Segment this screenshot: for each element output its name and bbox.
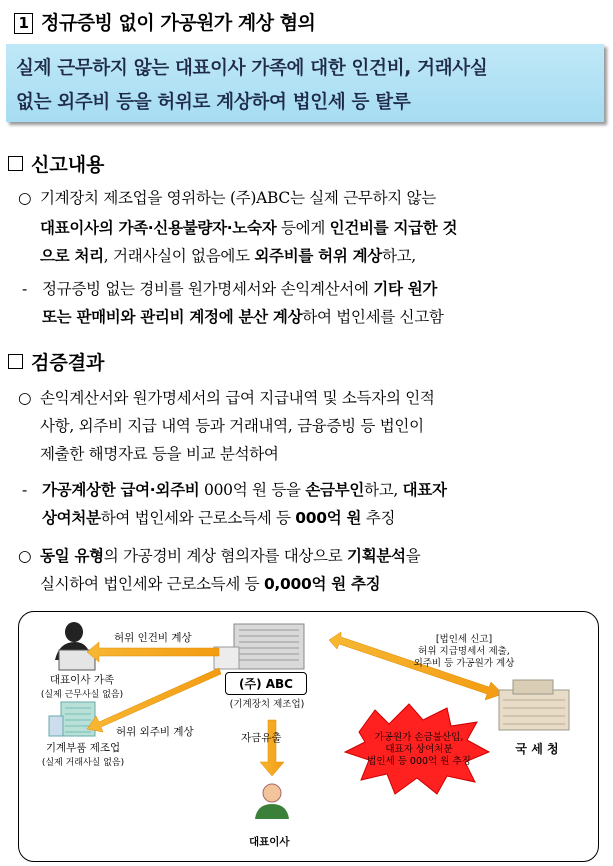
- summary-banner: [6, 44, 604, 122]
- circle-bullet-icon: ○: [18, 389, 32, 407]
- outflow-label: 자금유출: [241, 732, 282, 744]
- nts-label: 국 세 청: [515, 742, 559, 756]
- arrow-labor: [87, 642, 219, 662]
- report-label: [법인세 신고] 허위 지급명세서 제출, 외주비 등 가공원가 계상: [413, 634, 515, 669]
- report-para1-line1: ○ 기계장치 제조업을 영위하는 (주)ABC는 실제 근무하지 않는: [0, 186, 436, 208]
- banner-line-2: 없는 외주비 등을 허위로 계상하여 법인세 등 탈루: [16, 92, 411, 113]
- title-text: 정규증빙 없이 가공원가 계상 혐의: [41, 12, 316, 34]
- result-para3-line1: ○ 동일 유형의 가공경비 계상 혐의자를 대상으로 기획분석을: [0, 544, 420, 566]
- report-para2-line2: 또는 판매비와 관리비 계정에 분산 계상하여 법인세를 신고함: [42, 308, 444, 326]
- family-label: 대표이사 가족 (실제 근무사실 없음): [40, 674, 124, 700]
- circle-bullet-icon: ○: [18, 547, 32, 565]
- report-para1-line2: 대표이사의 가족·신용불량자·노숙자 등에게 인건비를 지급한 것: [40, 219, 458, 237]
- company-building-icon: [214, 624, 304, 669]
- nts-building-icon: [499, 680, 569, 730]
- family-person-icon: [55, 622, 95, 670]
- dash-bullet: -: [22, 481, 27, 499]
- circle-bullet-icon: ○: [18, 189, 32, 207]
- report-para2-line1: - 정규증빙 없는 경비를 원가명세서와 손익계산서에 기타 원가: [22, 280, 438, 298]
- ceo-label: 대표이사: [249, 836, 290, 848]
- section-heading-report: 신고내용: [8, 150, 104, 177]
- arrow-outflow: [260, 720, 284, 776]
- ceo-person-icon: [255, 784, 289, 819]
- result-para2-line2: 상여처분하여 법인세와 근로소득세 등 000억 원 추징: [42, 509, 396, 527]
- vendor-building-icon: [49, 702, 95, 736]
- scheme-diagram: [18, 611, 599, 862]
- checkbox-square-icon: [8, 156, 23, 171]
- arrow-outsource-label: 허위 외주비 계상: [116, 726, 194, 738]
- result-para1-line3: 제출한 해명자료 등을 비교 분석하여: [40, 445, 279, 463]
- section-heading-result: 검증결과: [8, 348, 104, 375]
- page-title: [14, 8, 315, 35]
- vendor-label: 기계부품 제조업 (실제 거래사실 없음): [41, 742, 125, 768]
- company-sub: (기계장치 제조업): [229, 699, 305, 710]
- report-para1-line3: 으로 처리, 거래사실이 없음에도 외주비를 허위 계상하고,: [40, 247, 416, 265]
- checkbox-square-icon: [8, 354, 23, 369]
- result-para1-line2: 사항, 외주비 지급 내역 등과 거래내역, 금융증빙 등 법인이: [40, 417, 424, 435]
- burst-label: 가공원가 손금불산입, 대표자 상여처분 법인세 등 000억 원 추징: [367, 732, 471, 767]
- result-para2-line1: - 가공계상한 급여·외주비 000억 원 등을 손금부인하고, 대표자: [22, 481, 447, 499]
- result-para3-line2: 실시하여 법인세와 근로소득세 등 0,000억 원 추징: [40, 575, 381, 593]
- result-para1-line1: ○ 손익계산서와 원가명세서의 급여 지급내역 및 소득자의 인적: [0, 386, 435, 408]
- title-number: 1: [14, 13, 33, 34]
- dash-bullet: -: [22, 280, 27, 298]
- arrow-labor-label: 허위 인건비 계상: [114, 632, 192, 644]
- company-name: (주) ABC: [225, 672, 307, 695]
- banner-line-1: 실제 근무하지 않는 대표이사 가족에 대한 인건비, 거래사실: [16, 58, 488, 79]
